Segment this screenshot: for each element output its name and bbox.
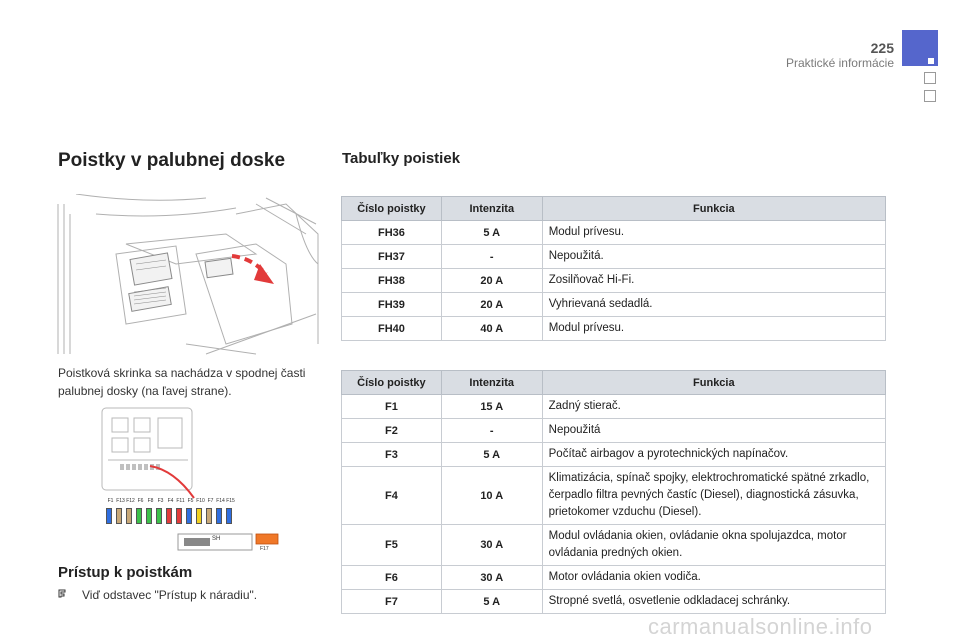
fuse-block	[186, 508, 192, 524]
fuse-label: F4	[167, 498, 174, 504]
fuse-number: FH40	[342, 317, 442, 341]
fuse-amperage: 20 A	[441, 269, 542, 293]
table-row	[342, 395, 886, 419]
fuse-number: F7	[342, 590, 442, 614]
fuse-function: Nepoužitá.	[542, 245, 885, 269]
fuse-function: Vyhrievaná sedadlá.	[542, 293, 885, 317]
fuse-label-row	[106, 498, 235, 504]
fuse-block	[156, 508, 162, 524]
shunt-label: SH	[212, 536, 221, 542]
access-text: Viď odstavec "Prístup k náradiu".	[82, 588, 258, 602]
table-row	[342, 293, 886, 317]
fuse-table-f	[341, 370, 886, 614]
fuse-number: FH37	[342, 245, 442, 269]
fuse-label: F14	[216, 498, 225, 504]
fuse-label: F6	[137, 498, 144, 504]
fuse-function: Modul ovládania okien, ovládanie okna spolujazdca, motor ovládania predných okien.	[542, 525, 885, 566]
access-heading: Prístup k poistkám	[58, 564, 193, 581]
fuse-label: F5	[187, 498, 194, 504]
table-row	[342, 443, 886, 467]
fuse-block	[136, 508, 142, 524]
fuse-number: F5	[342, 525, 442, 566]
fuse-amperage: 15 A	[441, 395, 542, 419]
table-row	[342, 590, 886, 614]
table-row	[342, 317, 886, 341]
chapter-tab-empty	[924, 72, 936, 84]
column-header-number: Číslo poistky	[342, 197, 442, 221]
watermark: carmanualsonline.info	[648, 614, 873, 639]
page-title: Poistky v palubnej doske	[58, 150, 286, 171]
fuse-label: F10	[196, 498, 205, 504]
fuse-amperage: 5 A	[441, 590, 542, 614]
table-row	[342, 467, 886, 525]
fuse-block	[106, 508, 112, 524]
column-header-number: Číslo poistky	[342, 371, 442, 395]
table-row	[342, 419, 886, 443]
fuse-row	[106, 508, 232, 524]
fuse-function: Motor ovládania okien vodiča.	[542, 566, 885, 590]
fuse-label: F11	[176, 498, 185, 504]
fuse-amperage: 10 A	[441, 467, 542, 525]
tables-heading: Tabuľky poistiek	[342, 150, 461, 167]
fuse-amperage: 30 A	[441, 525, 542, 566]
fuse-label: F13	[116, 498, 125, 504]
fuse-box-diagram	[84, 404, 300, 556]
fuse-label: F3	[157, 498, 164, 504]
fuse-number: F4	[342, 467, 442, 525]
page-number: 225	[870, 40, 894, 56]
fuse-block	[146, 508, 152, 524]
fuse-table-fh	[341, 196, 886, 341]
fuse-function: Počítač airbagov a pyrotechnických napínačov.	[542, 443, 885, 467]
table-row	[342, 221, 886, 245]
fuse-block	[176, 508, 182, 524]
fuse-amperage: 5 A	[441, 443, 542, 467]
fuse-block	[126, 508, 132, 524]
fuse-amperage: -	[441, 419, 542, 443]
fuse-label: F15	[226, 498, 235, 504]
fuse-amperage: 5 A	[441, 221, 542, 245]
fuse-amperage: 40 A	[441, 317, 542, 341]
table-row	[342, 525, 886, 566]
location-caption: Poistková skrinka sa nachádza v spodnej časti palubnej dosky (na ľavej strane).	[58, 366, 306, 398]
column-header-function: Funkcia	[542, 371, 885, 395]
fuse-label: F7	[207, 498, 214, 504]
chapter-tab-empty	[924, 90, 936, 102]
fuse-block	[116, 508, 122, 524]
fuse-number: F2	[342, 419, 442, 443]
table-row	[342, 566, 886, 590]
fuse-number: F1	[342, 395, 442, 419]
fuse-amperage: -	[441, 245, 542, 269]
column-header-function: Funkcia	[542, 197, 885, 221]
fuse-function: Zadný stierač.	[542, 395, 885, 419]
fuse-function: Modul prívesu.	[542, 221, 885, 245]
fuse-block	[166, 508, 172, 524]
fuse-number: F3	[342, 443, 442, 467]
fuse-number: F6	[342, 566, 442, 590]
fuse-function: Zosilňovač Hi-Fi.	[542, 269, 885, 293]
chapter-tab-marker	[928, 58, 934, 64]
fuse-block	[216, 508, 222, 524]
fuse-box-outline	[84, 404, 300, 556]
column-header-amperage: Intenzita	[441, 197, 542, 221]
fuse-amperage: 20 A	[441, 293, 542, 317]
fuse-number: FH39	[342, 293, 442, 317]
fuse-label: F1	[107, 498, 114, 504]
fuse-amperage: 30 A	[441, 566, 542, 590]
fuse-label: F8	[147, 498, 154, 504]
fuse-function: Klimatizácia, spínač spojky, elektrochromatické spätné zrkadlo, čerpadlo filtra pevných častíc (Diesel), diagnostická zásuvka, prietokomer vzduchu (Diesel).	[542, 467, 885, 525]
fuse-block	[206, 508, 212, 524]
fuse-function: Modul prívesu.	[542, 317, 885, 341]
table-row	[342, 269, 886, 293]
checkbox-bullet-icon	[58, 589, 72, 601]
fuse-number: FH36	[342, 221, 442, 245]
fuse-block	[196, 508, 202, 524]
fuse-label: F12	[126, 498, 135, 504]
table-row	[342, 245, 886, 269]
dashboard-illustration	[56, 194, 320, 356]
fuse-number: FH38	[342, 269, 442, 293]
fuse-f17-label: F17	[260, 546, 269, 552]
fuse-block	[226, 508, 232, 524]
section-label: Praktické informácie	[785, 56, 894, 70]
column-header-amperage: Intenzita	[441, 371, 542, 395]
access-instruction	[58, 588, 257, 602]
fuse-function: Nepoužitá	[542, 419, 885, 443]
fuse-function: Stropné svetlá, osvetlenie odkladacej schránky.	[542, 590, 885, 614]
